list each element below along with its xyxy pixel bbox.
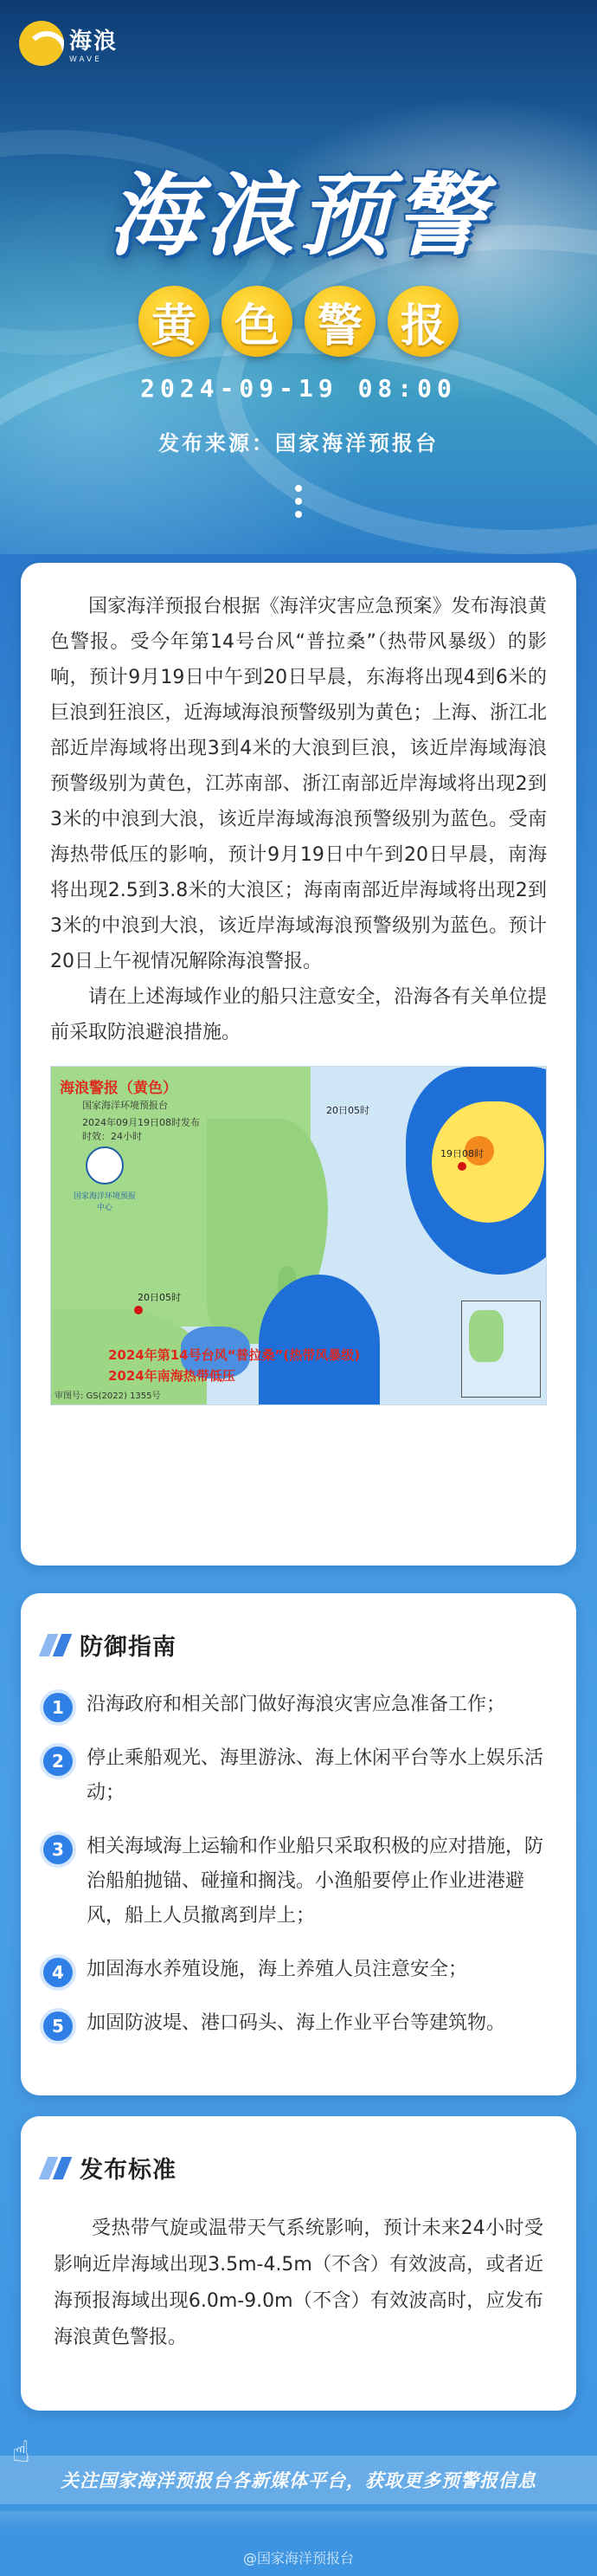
watermark: @国家海洋预报台 bbox=[242, 2550, 354, 2566]
list-item bbox=[43, 1830, 554, 1934]
agency-logo-icon bbox=[86, 1146, 124, 1185]
item-text: 加固防波堤、港口码头、海上作业平台等建筑物。 bbox=[87, 2012, 506, 2034]
map-org: 国家海洋环境预报中心 bbox=[73, 1192, 136, 1212]
warning-level bbox=[0, 286, 597, 357]
list-item bbox=[43, 1741, 554, 1811]
divider bbox=[0, 2511, 597, 2528]
logo bbox=[19, 21, 118, 66]
item-number: 1 bbox=[43, 1693, 73, 1722]
item-text: 相关海域海上运输和作业船只采取积极的应对措施，防治船舶抛锚、碰撞和搁浅。小渔船要停止作业进港避风，船上人员撤离到岸上； bbox=[87, 1836, 544, 1927]
storm-point bbox=[134, 1306, 143, 1314]
wave-logo-icon bbox=[19, 21, 64, 66]
track-label: 20日05时 bbox=[138, 1292, 181, 1303]
typhoon-label: 2024年第14号台风“普拉桑”(热带风暴级) bbox=[108, 1347, 361, 1363]
inset-map bbox=[461, 1301, 541, 1398]
track-label: 19日08时 bbox=[440, 1148, 484, 1159]
dots-divider bbox=[294, 485, 303, 518]
map-time: 2024年09月19日08时发布 bbox=[82, 1117, 200, 1128]
advice-paragraph: 请在上述海域作业的船只注意安全，沿海各有关单位提前采取防浪避浪措施。 bbox=[50, 986, 547, 1043]
item-number: 5 bbox=[43, 2011, 73, 2041]
list-item bbox=[43, 2006, 554, 2041]
warning-map bbox=[50, 1066, 547, 1405]
item-number: 4 bbox=[43, 1958, 73, 1987]
blue-zone bbox=[259, 1275, 380, 1405]
defense-guide-card bbox=[21, 1593, 576, 2095]
section-title: 防御指南 bbox=[80, 1634, 177, 1661]
list-item bbox=[43, 1953, 554, 1987]
level-char: 黄 bbox=[138, 286, 209, 357]
map-span: 时效：24小时 bbox=[82, 1131, 142, 1142]
level-char: 警 bbox=[305, 286, 376, 357]
section-header bbox=[43, 1628, 554, 1662]
item-number: 2 bbox=[43, 1746, 73, 1776]
low-label: 2024年南海热带低压 bbox=[108, 1368, 235, 1384]
follow-text: 关注国家海洋预报台各新媒体平台，获取更多预警报信息 bbox=[61, 2470, 536, 2491]
standard-text: 受热带气旋或温带天气系统影响，预计未来24小时受影响近岸海域出现3.5m-4.5m（不含）有效波高，或者近海预报海域出现6.0m-9.0m（不含）有效波高时，应发布海浪黄色警报。 bbox=[54, 2218, 543, 2348]
item-text: 停止乘船观光、海里游泳、海上休闲平台等水上娱乐活动； bbox=[87, 1747, 544, 1804]
map-source: 国家海洋环境预报台 bbox=[82, 1100, 168, 1111]
hero-banner bbox=[0, 0, 597, 554]
level-char: 色 bbox=[221, 286, 292, 357]
item-number: 3 bbox=[43, 1835, 73, 1864]
track-label: 20日05时 bbox=[326, 1105, 369, 1116]
map-approval: 审图号: GS(2022) 1355号 bbox=[55, 1391, 161, 1401]
logo-en: WAVE bbox=[69, 55, 102, 64]
slash-icon bbox=[43, 2157, 67, 2179]
follow-banner[interactable] bbox=[0, 2456, 597, 2504]
release-standard-card bbox=[21, 2116, 576, 2411]
issue-source: 发布来源：国家海洋预报台 bbox=[158, 431, 439, 455]
level-char: 报 bbox=[388, 286, 459, 357]
item-text: 加固海水养殖设施，海上养殖人员注意安全； bbox=[87, 1959, 468, 1980]
map-title: 海浪警报（黄色） bbox=[60, 1080, 177, 1097]
pointing-hand-icon: ☝ bbox=[12, 2435, 30, 2469]
section-header bbox=[43, 2151, 554, 2185]
storm-point bbox=[458, 1162, 466, 1171]
logo-cn: 海浪 bbox=[69, 28, 119, 55]
list-item bbox=[43, 1688, 554, 1722]
warning-paragraph: 国家海洋预报台根据《海洋灾害应急预案》发布海浪黄色警报。受今年第14号台风“普拉桑”（热带风暴级）的影响，预计9月19日中午到20日早晨，东海将出现4到6米的巨浪到狂浪区，近海域海浪预警级别为黄色；上海、浙江北部近岸海域将出现3到4米的大浪到巨浪，该近岸海域海浪预警级别为黄色，江苏南部、浙江南部近岸海域将出现2到3米的中浪到大浪，该近岸海域海浪预警级别为蓝色。受南海热带低压的影响，预计9月19日中午到20日早晨，南海将出现2.5到3.8米的大浪区；海南南部近岸海域将出现2到3米的中浪到大浪，该近岸海域海浪预警级别为蓝色。预计20日上午视情况解除海浪警报。 bbox=[50, 596, 547, 972]
item-text: 沿海政府和相关部门做好海浪灾害应急准备工作； bbox=[87, 1694, 506, 1715]
slash-icon bbox=[43, 1634, 67, 1656]
section-title: 发布标准 bbox=[80, 2157, 177, 2184]
warning-content-card bbox=[21, 563, 576, 1566]
issue-datetime: 2024-09-19 08:00 bbox=[140, 374, 457, 403]
page-title: 海浪预警 bbox=[107, 163, 489, 268]
